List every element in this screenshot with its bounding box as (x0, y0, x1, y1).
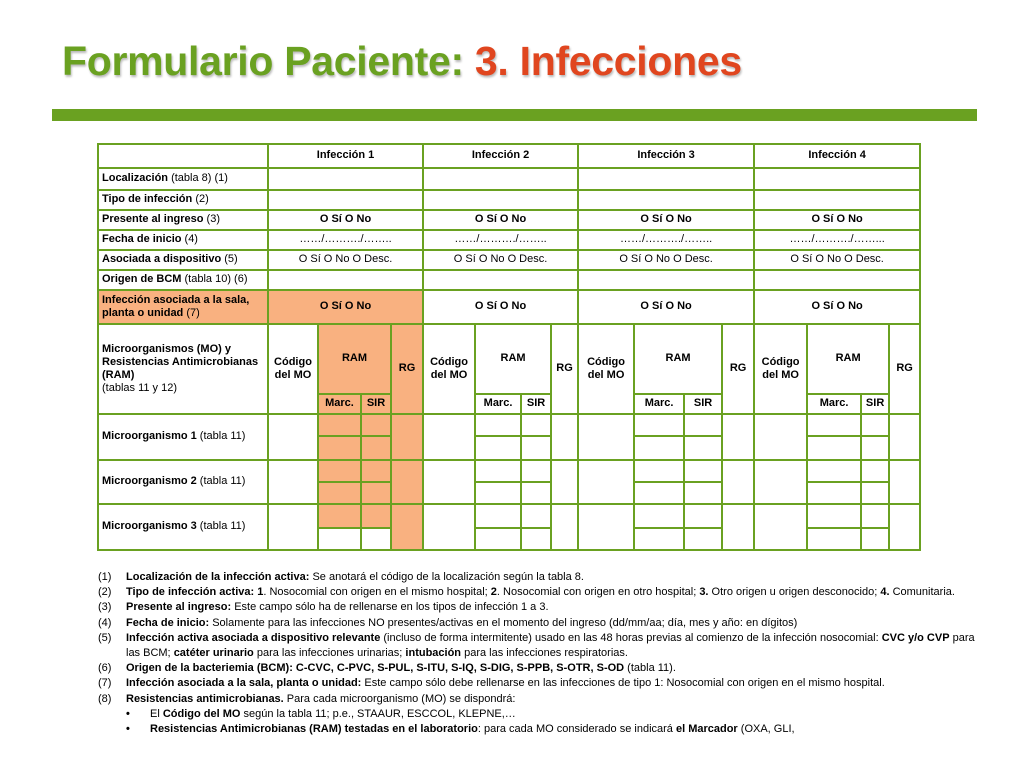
sir-cell[interactable] (521, 436, 551, 460)
date-field-3[interactable]: ……/………./…….. (578, 230, 754, 250)
date-field-2[interactable]: ……/………./…….. (423, 230, 578, 250)
radio-sala-1[interactable]: O Sí O No (268, 290, 423, 324)
header-infeccion-4: Infección 4 (754, 144, 920, 168)
cell-localizacion-3[interactable] (578, 168, 754, 190)
label-asociada: Asociada a dispositivo (5) (98, 250, 268, 270)
marc-cell[interactable] (475, 482, 521, 504)
footnote-1: (1) Localización de la infección activa: Se anotará el código de la localización según la tabla 8. (98, 571, 584, 583)
codigo-mo-header-3: Código del MO (578, 324, 634, 414)
sir-header-1: SIR (361, 394, 391, 414)
marc-cell[interactable] (807, 528, 861, 550)
radio-sala-2[interactable]: O Sí O No (423, 290, 578, 324)
cell-localizacion-1[interactable] (268, 168, 423, 190)
codigo-mo-cell[interactable] (268, 504, 318, 550)
footnote-7: (7) Infección asociada a la sala, planta o unidad: Este campo sólo debe rellenarse en las infecciones de tipo 1: Nosocomial con origen en el mismo hospital. (98, 677, 885, 690)
cell-tipo-3[interactable] (578, 190, 754, 210)
radio-asociada-3[interactable]: O Sí O No O Desc. (578, 250, 754, 270)
ram-header-1: RAM (318, 324, 391, 394)
marc-header-2: Marc. (475, 394, 521, 414)
sir-cell[interactable] (361, 436, 391, 460)
header-infeccion-2: Infección 2 (423, 144, 578, 168)
footnote-8: (8) Resistencias antimicrobianas. Para cada microorganismo (MO) se dispondrá: (98, 692, 516, 705)
codigo-mo-header-2: Código del MO (423, 324, 475, 414)
radio-presente-3[interactable]: O Sí O No (578, 210, 754, 230)
codigo-mo-header-4: Código del MO (754, 324, 807, 414)
sir-cell[interactable] (861, 504, 889, 528)
radio-asociada-2[interactable]: O Sí O No O Desc. (423, 250, 578, 270)
sir-cell[interactable] (361, 482, 391, 504)
codigo-mo-cell[interactable] (423, 414, 475, 460)
rg-cell[interactable] (722, 504, 754, 550)
row-origen (98, 270, 920, 290)
label-mo: Microorganismos (MO) y Resistencias Antimicrobianas (RAM) (tablas 11 y 12) (98, 324, 268, 414)
row-asociada (98, 250, 920, 270)
marc-cell[interactable] (475, 414, 521, 436)
bullet-1: • El Código del MO según la tabla 11; p.e., STAAUR, ESCCOL, KLEPNE,… (126, 707, 516, 720)
marc-cell[interactable] (807, 460, 861, 482)
cell-origen-3[interactable] (578, 270, 754, 290)
ram-header-4: RAM (807, 324, 889, 394)
sir-cell[interactable] (521, 482, 551, 504)
sir-cell[interactable] (521, 460, 551, 482)
sir-cell[interactable] (861, 460, 889, 482)
sir-cell[interactable] (861, 528, 889, 550)
header-infeccion-1: Infección 1 (268, 144, 423, 168)
bullet-2: • Resistencias Antimicrobianas (RAM) testadas en el laboratorio: para cada MO considerado se indicará el Marcador (OXA, GLI, (126, 723, 795, 736)
sir-header-4: SIR (861, 394, 889, 414)
marc-cell[interactable] (634, 460, 684, 482)
marc-cell[interactable] (807, 414, 861, 436)
title-underline-bar (52, 109, 977, 121)
row-micro-1a (98, 414, 920, 436)
footnotes (98, 570, 978, 737)
title-accent: 3. Infecciones (474, 38, 742, 84)
label-fecha: Fecha de inicio (4) (98, 230, 268, 250)
header-row (98, 144, 920, 168)
marc-cell[interactable] (475, 528, 521, 550)
rg-cell[interactable] (722, 460, 754, 504)
rg-cell[interactable] (551, 460, 578, 504)
form-table-wrapper (97, 143, 919, 549)
marc-cell[interactable] (318, 436, 361, 460)
sir-cell[interactable] (521, 528, 551, 550)
codigo-mo-cell[interactable] (754, 460, 807, 504)
footnote-2: (2) Tipo de infección activa: 1. Nosocomial con origen en el mismo hospital; 2. Nosocomial con origen en otro hospital; 3. Otro origen u origen desconocido; 4. Comunitaria. (98, 586, 955, 599)
sir-cell[interactable] (684, 414, 722, 436)
marc-cell[interactable] (634, 504, 684, 528)
sir-cell[interactable] (684, 504, 722, 528)
marc-cell[interactable] (634, 414, 684, 436)
cell-localizacion-2[interactable] (423, 168, 578, 190)
sir-cell[interactable] (521, 414, 551, 436)
row-sala (98, 290, 920, 324)
codigo-mo-cell[interactable] (268, 460, 318, 504)
cell-tipo-4[interactable] (754, 190, 920, 210)
marc-cell[interactable] (318, 528, 361, 550)
codigo-mo-cell[interactable] (754, 414, 807, 460)
footnote-4: (4) Fecha de inicio: Solamente para las infecciones NO presentes/activas en el momento del ingreso (dd/mm/aa; día, mes y año: en dígitos) (98, 616, 798, 629)
marc-cell[interactable] (634, 436, 684, 460)
rg-cell[interactable] (722, 414, 754, 460)
marc-cell[interactable] (318, 414, 361, 436)
rg-cell[interactable] (391, 504, 423, 550)
marc-cell[interactable] (475, 504, 521, 528)
date-field-4[interactable]: ……/………./……... (754, 230, 920, 250)
radio-presente-2[interactable]: O Sí O No (423, 210, 578, 230)
sir-cell[interactable] (861, 436, 889, 460)
ram-header-2: RAM (475, 324, 551, 394)
marc-cell[interactable] (634, 482, 684, 504)
codigo-mo-cell[interactable] (423, 460, 475, 504)
row-mo-header (98, 324, 920, 394)
codigo-mo-cell[interactable] (578, 414, 634, 460)
rg-cell[interactable] (391, 414, 423, 460)
sir-cell[interactable] (361, 528, 391, 550)
marc-cell[interactable] (807, 504, 861, 528)
sir-cell[interactable] (521, 504, 551, 528)
marc-cell[interactable] (318, 504, 361, 528)
marc-header-1: Marc. (318, 394, 361, 414)
rg-cell[interactable] (391, 460, 423, 504)
cell-localizacion-4[interactable] (754, 168, 920, 190)
cell-origen-1[interactable] (268, 270, 423, 290)
sir-cell[interactable] (361, 504, 391, 528)
slide-title (62, 38, 742, 85)
sir-cell[interactable] (684, 436, 722, 460)
sir-cell[interactable] (361, 460, 391, 482)
title-main: Formulario Paciente: (62, 38, 464, 84)
ram-header-3: RAM (634, 324, 722, 394)
cell-origen-2[interactable] (423, 270, 578, 290)
codigo-mo-cell[interactable] (423, 504, 475, 550)
sir-cell[interactable] (684, 528, 722, 550)
sir-cell[interactable] (684, 460, 722, 482)
label-sala: Infección asociada a la sala, planta o unidad (7) (98, 290, 268, 324)
marc-cell[interactable] (318, 482, 361, 504)
marc-cell[interactable] (475, 460, 521, 482)
row-micro-3a (98, 504, 920, 528)
radio-sala-4[interactable]: O Sí O No (754, 290, 920, 324)
rg-cell[interactable] (889, 414, 920, 460)
cell-origen-4[interactable] (754, 270, 920, 290)
sir-cell[interactable] (861, 482, 889, 504)
infection-form-table (97, 143, 921, 551)
sir-cell[interactable] (361, 414, 391, 436)
row-localizacion (98, 168, 920, 190)
label-localizacion: Localización (tabla 8) (1) (98, 168, 268, 190)
header-blank (98, 144, 268, 168)
row-fecha (98, 230, 920, 250)
date-field-1[interactable]: ……/………./…….. (268, 230, 423, 250)
rg-header-2: RG (551, 324, 578, 414)
marc-cell[interactable] (634, 528, 684, 550)
marc-header-3: Marc. (634, 394, 684, 414)
radio-asociada-4[interactable]: O Sí O No O Desc. (754, 250, 920, 270)
row-micro-2a (98, 460, 920, 482)
row-tipo (98, 190, 920, 210)
footnote-3: (3) Presente al ingreso: Este campo sólo ha de rellenarse en los tipos de infección 1 a 3. (98, 601, 549, 614)
marc-header-4: Marc. (807, 394, 861, 414)
cell-tipo-1[interactable] (268, 190, 423, 210)
codigo-mo-cell[interactable] (754, 504, 807, 550)
rg-cell[interactable] (551, 414, 578, 460)
marc-cell[interactable] (807, 482, 861, 504)
rg-cell[interactable] (551, 504, 578, 550)
codigo-mo-cell[interactable] (268, 414, 318, 460)
marc-cell[interactable] (475, 436, 521, 460)
cell-tipo-2[interactable] (423, 190, 578, 210)
codigo-mo-cell[interactable] (578, 460, 634, 504)
rg-cell[interactable] (889, 460, 920, 504)
radio-sala-3[interactable]: O Sí O No (578, 290, 754, 324)
rg-header-1: RG (391, 324, 423, 414)
label-presente: Presente al ingreso (3) (98, 210, 268, 230)
footnote-6: (6) Origen de la bacteriemia (BCM): C-CVC, C-PVC, S-PUL, S-ITU, S-IQ, S-DIG, S-PPB, S-OTR, S-OD (tabla 11). (98, 662, 676, 675)
label-microorganismo-1: Microorganismo 1 (tabla 11) (98, 414, 268, 460)
sir-header-3: SIR (684, 394, 722, 414)
codigo-mo-cell[interactable] (578, 504, 634, 550)
marc-cell[interactable] (318, 460, 361, 482)
label-tipo: Tipo de infección (2) (98, 190, 268, 210)
codigo-mo-header-1: Código del MO (268, 324, 318, 414)
rg-header-3: RG (722, 324, 754, 414)
marc-cell[interactable] (807, 436, 861, 460)
radio-presente-1[interactable]: O Sí O No (268, 210, 423, 230)
radio-asociada-1[interactable]: O Sí O No O Desc. (268, 250, 423, 270)
footnote-5: (5) Infección activa asociada a dispositivo relevante (incluso de forma intermitente) usado en las 48 horas previas al comienzo de la infección nosocomial: CVC y/o CVP para las BCM; catéter urinario para las infecciones urinarias; intubación para las infecciones respiratorias. (98, 631, 975, 660)
label-microorganismo-2: Microorganismo 2 (tabla 11) (98, 460, 268, 504)
rg-header-4: RG (889, 324, 920, 414)
row-presente (98, 210, 920, 230)
header-infeccion-3: Infección 3 (578, 144, 754, 168)
sir-cell[interactable] (684, 482, 722, 504)
sir-header-2: SIR (521, 394, 551, 414)
label-microorganismo-3: Microorganismo 3 (tabla 11) (98, 504, 268, 550)
label-origen: Origen de BCM (tabla 10) (6) (98, 270, 268, 290)
rg-cell[interactable] (889, 504, 920, 550)
radio-presente-4[interactable]: O Sí O No (754, 210, 920, 230)
sir-cell[interactable] (861, 414, 889, 436)
